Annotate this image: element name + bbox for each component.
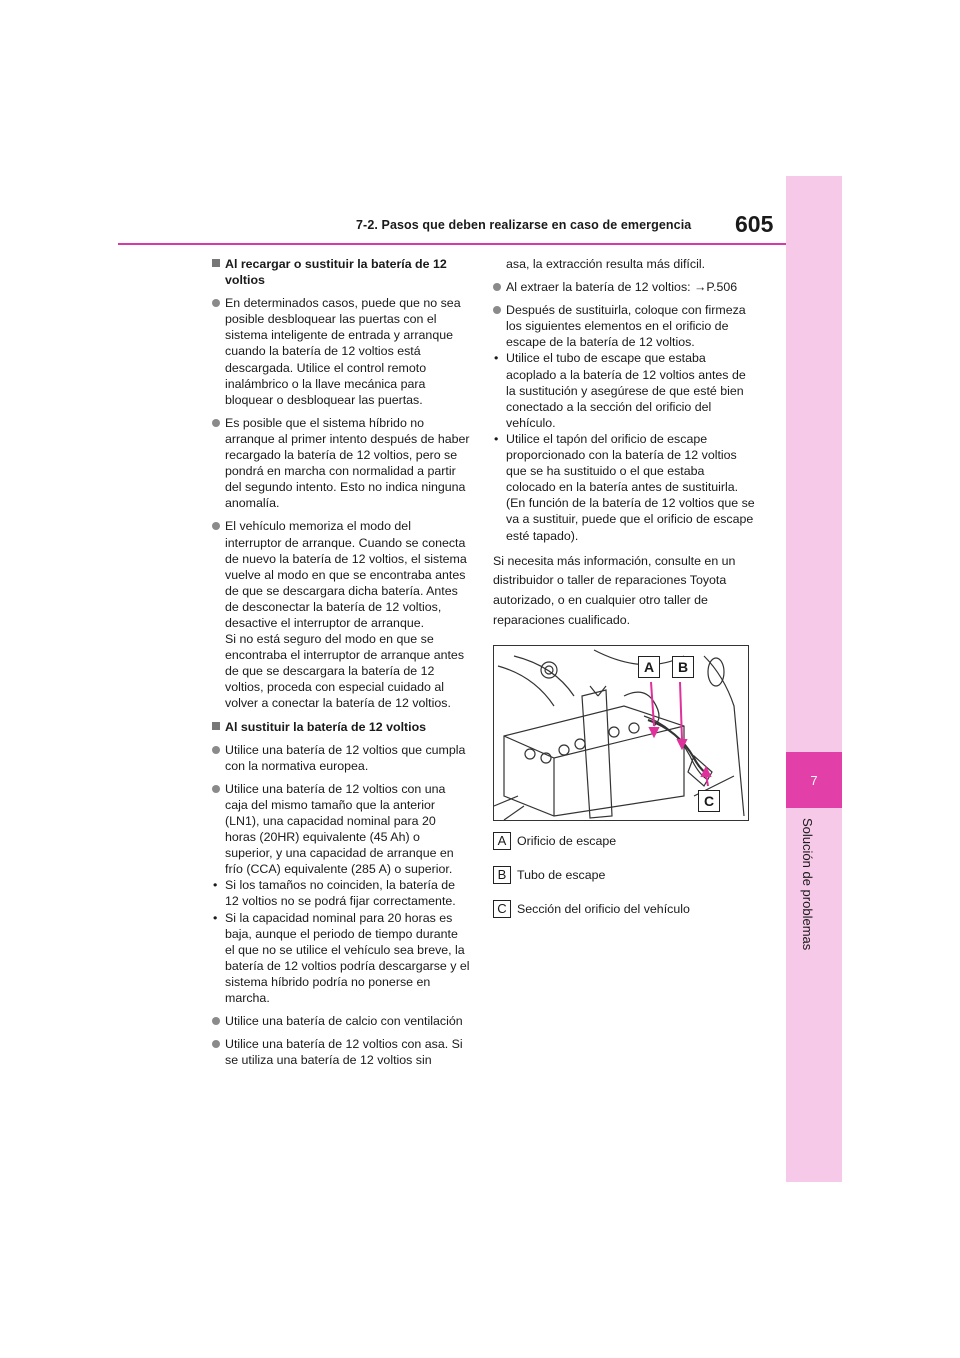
note-vent-cap: • Utilice el tapón del orificio de escape proporcionado con la batería de 12 voltios que se ha sustituido o el que estaba colocado en la batería antes de sustituirla. (En función de la batería de 12 voltios que se va a sustituir, puede que el orificio de escape esté tapado). [493, 431, 755, 544]
legend-key-a: A [493, 832, 511, 850]
note-low-capacity: • Si la capacidad nominal para 20 horas es baja, aunque el periodo de tiempo durante el que no se utilice el vehículo sea breve, la batería de 12 voltios podría descargarse y el sistema híbrido podría no ponerse en marcha. [212, 910, 470, 1007]
bullet-switch-mode-continued: Si no está seguro del modo en que se encontraba el interruptor de arranque antes de que se descargara la batería de 12 voltios, proceda con especial cuidado al volver a conectar la batería de 12 voltios. [225, 632, 465, 711]
bullet-calcium: Utilice una batería de calcio con ventilación [212, 1013, 470, 1029]
page-number: 605 [735, 211, 774, 237]
left-column [212, 256, 470, 1075]
side-tab [786, 176, 842, 1182]
section-heading-recharge: Al recargar o sustituir la batería de 12 voltios [212, 256, 470, 288]
callout-c: C [698, 790, 720, 812]
legend-label-b: Tubo de escape [517, 867, 606, 882]
legend-label-c: Sección del orificio del vehículo [517, 901, 690, 916]
right-column [493, 256, 755, 933]
legend-row-b [493, 865, 755, 885]
note-exhaust-tube: • Utilice el tubo de escape que estaba acoplado a la batería de 12 voltios antes de la sustitución y asegúrese de que esté bien conectado a la sección del orificio del vehículo. [493, 350, 755, 430]
header-title: 7-2. Pasos que deben realizarse en caso de emergencia [356, 218, 692, 232]
bullet-battery-size: Utilice una batería de 12 voltios con una caja del mismo tamaño que la anterior (LN1), una capacidad nominal para 20 horas (20HR) equivalente (45 Ah) o superior, y una capacidad de arranque en frío (CCA) equivalente (285 A) o superior. [212, 781, 470, 878]
bullet-unlock: En determinados casos, puede que no sea posible desbloquear las puertas con el sistema inteligente de entrada y arranque cuando la batería de 12 voltios está descargada. Utilice el control remoto inalámbrico o la llave mecánica para bloquear o desbloquear las puertas. [212, 295, 470, 408]
bullet-handle: Utilice una batería de 12 voltios con asa. Si se utiliza una batería de 12 voltios sin [212, 1036, 470, 1068]
battery-size-notes [212, 877, 470, 1006]
legend [493, 831, 755, 919]
legend-row-a [493, 831, 755, 851]
bullet-hybrid-start: Es posible que el sistema híbrido no arranque al primer intento después de haber recargado la batería de 12 voltios, pero se pondrá en marcha con normalidad a partir del segundo intento. Esto no indica ninguna anomalía. [212, 415, 470, 512]
note-size-mismatch: • Si los tamaños no coinciden, la batería de 12 voltios no se podrá fijar correctamente. [212, 877, 470, 909]
legend-key-c: C [493, 900, 511, 918]
section-heading-replace: Al sustituir la batería de 12 voltios [212, 719, 470, 735]
chapter-label: Solución de problemas [800, 818, 815, 951]
bullet-after-replace: Después de sustituirla, coloque con firmeza los siguientes elementos en el orificio de escape de la batería de 12 voltios. [493, 302, 755, 350]
legend-row-c [493, 899, 755, 919]
bullet-handle-continued: asa, la extracción resulta más difícil. [506, 257, 706, 271]
header-rule [118, 243, 786, 245]
callout-a: A [638, 656, 660, 678]
legend-key-b: B [493, 866, 511, 884]
battery-illustration [493, 645, 749, 821]
more-info-paragraph: Si necesita más información, consulte en un distribuidor o taller de reparaciones Toyota autorizado, o en cualquier otro taller de reparaciones cualificado. [493, 553, 736, 627]
after-replace-notes [493, 350, 755, 543]
bullet-switch-mode: El vehículo memoriza el modo del interruptor de arranque. Cuando se conecta de nuevo la batería de 12 voltios, el sistema vuelve al modo en que se encontraba antes de que se descargara dicha batería. Antes de desconectar la batería de 12 voltios, desactive el interruptor de arranque. [212, 518, 470, 631]
bullet-european-norm: Utilice una batería de 12 voltios que cumpla con la normativa europea. [212, 742, 470, 774]
callout-b: B [672, 656, 694, 678]
bullet-removal-ref: Al extraer la batería de 12 voltios: →P.506 [493, 279, 755, 295]
legend-label-a: Orificio de escape [517, 833, 617, 848]
chapter-number-tab[interactable]: 7 [786, 752, 842, 808]
